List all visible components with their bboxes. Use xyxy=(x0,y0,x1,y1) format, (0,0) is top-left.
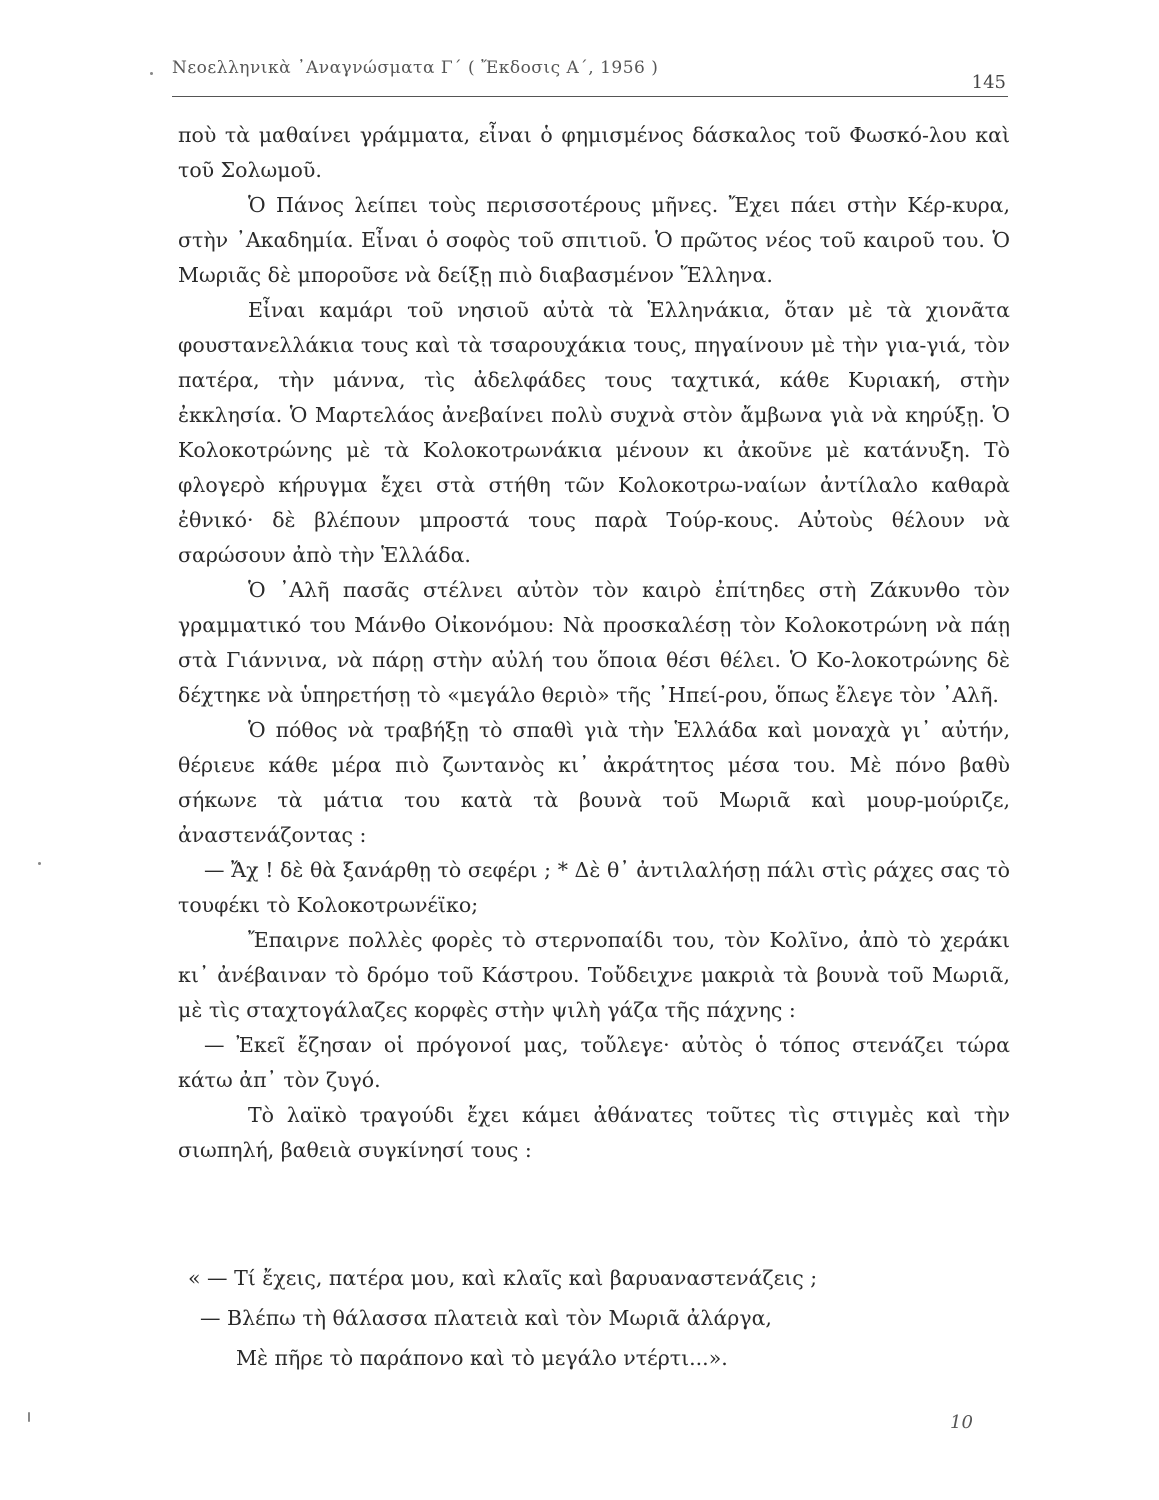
body-text xyxy=(178,118,1010,1168)
folk-song-verse xyxy=(178,1258,1010,1378)
page-number: 145 xyxy=(971,72,1006,93)
paragraph: Ὁ Πάνος λείπει τοὺς περισσοτέρους μῆνες. Ἔχει πάει στὴν Κέρ-κυρα, στὴν ᾿Ακαδημία. Εἶναι ὁ σοφὸς τοῦ σπιτιοῦ. Ὁ πρῶτος νέος τοῦ καιροῦ του. Ὁ Μωριᾶς δὲ μποροῦσε νὰ δείξῃ πιὸ διαβασμένον Ἕλληνα. xyxy=(178,193,1010,287)
paragraph: Ὁ ᾿Αλῆ πασᾶς στέλνει αὐτὸν τὸν καιρὸ ἐπίτηδες στὴ Ζάκυνθο τὸν γραμματικό του Μάνθο Οἰκονόμου: Νὰ προσκαλέσῃ τὸν Κολοκοτρώνη νὰ πάῃ στὰ Γιάννινα, νὰ πάρῃ στὴν αὐλή του ὅποια θέσι θέλει. Ὁ Κο-λοκοτρώνης δὲ δέχτηκε νὰ ὑπηρετήσῃ τὸ «μεγάλο θεριὸ» τῆς ᾿Ηπεί-ρου, ὅπως ἔλεγε τὸν ᾿Αλῆ. xyxy=(178,578,1010,707)
header-rule xyxy=(172,96,1008,97)
paragraph: Ὁ πόθος νὰ τραβήξῃ τὸ σπαθὶ γιὰ τὴν Ἑλλάδα καὶ μοναχὰ γι᾿ αὐτήν, θέριευε κάθε μέρα πιὸ ζωντανὸς κι᾿ ἀκράτητος μέσα του. Μὲ πόνο βαθὺ σήκωνε τὰ μάτια του κατὰ τὰ βουνὰ τοῦ Μωριᾶ καὶ μουρ-μούριζε, ἀναστενάζοντας : xyxy=(178,718,1010,847)
paragraph: ποὺ τὰ μαθαίνει γράμματα, εἶναι ὁ φημισμένος δάσκαλος τοῦ Φωσκό-λου καὶ τοῦ Σολωμοῦ. xyxy=(178,123,1010,182)
verse-line: Μὲ πῆρε τὸ παράπονο καὶ τὸ μεγάλο ντέρτι...». xyxy=(236,1346,728,1370)
dialogue-paragraph: — Ἐκεῖ ἔζησαν οἱ πρόγονοί μας, τοὔλεγε· αὐτὸς ὁ τόπος στενάζει τώρα κάτω ἀπ᾿ τὸν ζυγό. xyxy=(178,1033,1010,1092)
signature-mark: 10 xyxy=(950,1412,973,1433)
verse-line: — Βλέπω τὴ θάλασσα πλατειὰ καὶ τὸν Μωριᾶ ἀλάργα, xyxy=(200,1306,772,1330)
scan-speck xyxy=(38,862,41,865)
dialogue-paragraph: — Ἄχ ! δὲ θὰ ξανάρθῃ τὸ σεφέρι ; * Δὲ θ᾿ ἀντιλαλήσῃ πάλι στὶς ράχες σας τὸ τουφέκι τὸ Κολοκοτρωνέϊκο; xyxy=(178,858,1010,917)
paragraph: Εἶναι καμάρι τοῦ νησιοῦ αὐτὰ τὰ Ἑλληνάκια, ὅταν μὲ τὰ χιονᾶτα φουστανελλάκια τους καὶ τὰ τσαρουχάκια τους, πηγαίνουν μὲ τὴν για-γιά, τὸν πατέρα, τὴν μάννα, τὶς ἀδελφάδες τους ταχτικά, κάθε Κυριακή, στὴν ἐκκλησία. Ὁ Μαρτελάος ἀνεβαίνει πολὺ συχνὰ στὸν ἄμβωνα γιὰ νὰ κηρύξῃ. Ὁ Κολοκοτρώνης μὲ τὰ Κολοκοτρωνάκια μένουν κι ἀκοῦνε μὲ κατάνυξη. Τὸ φλογερὸ κήρυγμα ἔχει στὰ στήθη τῶν Κολοκοτρω-ναίων ἀντίλαλο καθαρὰ ἐθνικό· δὲ βλέπουν μπροστά τους παρὰ Τούρ-κους. Αὐτοὺς θέλουν νὰ σαρώσουν ἀπὸ τὴν Ἑλλάδα. xyxy=(178,298,1010,567)
paragraph: Τὸ λαϊκὸ τραγούδι ἔχει κάμει ἀθάνατες τοῦτες τὶς στιγμὲς καὶ τὴν σιωπηλή, βαθειὰ συγκίνησί τους : xyxy=(178,1103,1010,1162)
running-header xyxy=(172,50,1008,93)
verse-line: « — Τί ἔχεις, πατέρα μου, καὶ κλαῖς καὶ βαρυαναστενάζεις ; xyxy=(188,1266,818,1290)
paragraph: Ἔπαιρνε πολλὲς φορὲς τὸ στερνοπαίδι του, τὸν Κολῖνο, ἀπὸ τὸ χεράκι κι᾿ ἀνέβαιναν τὸ δρόμο τοῦ Κάστρου. Τοὔδειχνε μακριὰ τὰ βουνὰ τοῦ Μωριᾶ, μὲ τὶς σταχτογάλαζες κορφὲς στὴν ψιλὴ γάζα τῆς πάχνης : xyxy=(178,928,1010,1022)
scan-speck xyxy=(150,72,153,75)
header-title: Νεοελληνικὰ ᾿Αναγνώσματα Γ΄ ( Ἔκδοσις Α΄, 1956 ) xyxy=(172,58,659,78)
scan-speck xyxy=(28,1412,30,1422)
